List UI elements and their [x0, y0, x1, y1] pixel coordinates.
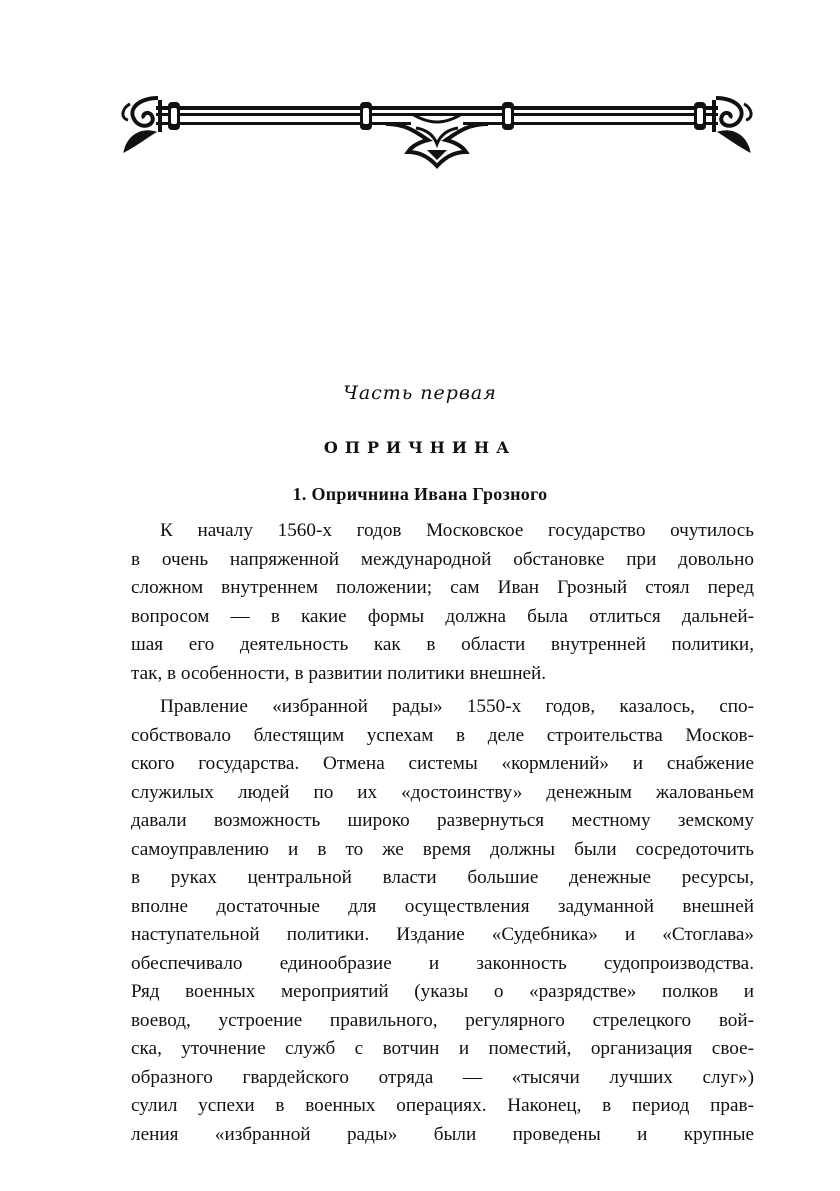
text-line: К началу 1560-х годов Московское государство очутилось: [160, 520, 754, 541]
text-line: наступательной политики. Издание «Судебника» и «Стоглава»: [131, 924, 754, 945]
header-ornament: [116, 94, 758, 170]
text-line: ского государства. Отмена системы «кормлений» и снабжение: [131, 753, 754, 774]
text-line: ска, уточнение служб с вотчин и поместий, организация свое-: [131, 1038, 754, 1059]
chapter-title: 1. Опричнина Ивана Грозного: [292, 484, 548, 504]
text-line: Ряд военных мероприятий (указы о «разрядстве» полков и: [131, 981, 754, 1002]
text-line: ления «избранной рады» были проведены и крупные: [131, 1123, 754, 1145]
text-line: воевод, устроение правильного, регулярного стрелецкого вой-: [131, 1009, 754, 1031]
text-line: собствовало блестящим успехам в деле строительства Москов-: [131, 724, 754, 746]
text-line: так, в особенности, в развитии политики внешней.: [131, 662, 547, 684]
part-title: Часть первая: [343, 382, 497, 404]
text-line: образного гвардейского отряда — «тысячи лучших слуг»): [131, 1066, 754, 1088]
text-line: шая его деятельность как в области внутренней политики,: [131, 634, 754, 655]
text-line: в руках центральной власти большие денежные ресурсы,: [131, 867, 754, 888]
text-line: сулил успехи в военных операциях. Наконец, в период прав-: [131, 1095, 754, 1116]
text-line: самоуправлению и в то же время должны были сосредоточить: [131, 838, 754, 860]
text-line: сложном внутреннем положении; сам Иван Грозный стоял перед: [131, 577, 754, 598]
text-line: обеспечивало единообразие и законность судопроизводства.: [131, 952, 754, 974]
text-line: в очень напряженной международной обстановке при довольно: [131, 548, 754, 570]
section-title: ОПРИЧНИНА: [323, 438, 517, 457]
body-text: [131, 517, 754, 1149]
text-line: вполне достаточные для осуществления задуманной внешней: [131, 895, 754, 917]
text-line: Правление «избранной рады» 1550-х годов, казалось, спо-: [160, 696, 754, 717]
paragraph: [131, 693, 754, 1149]
text-line: вопросом — в какие формы должна была отлиться дальней-: [131, 605, 754, 627]
paragraph: [131, 517, 754, 688]
text-line: давали возможность широко развернуться местному земскому: [131, 810, 754, 831]
text-line: служилых людей по их «достоинству» денежным жалованьем: [131, 781, 754, 803]
